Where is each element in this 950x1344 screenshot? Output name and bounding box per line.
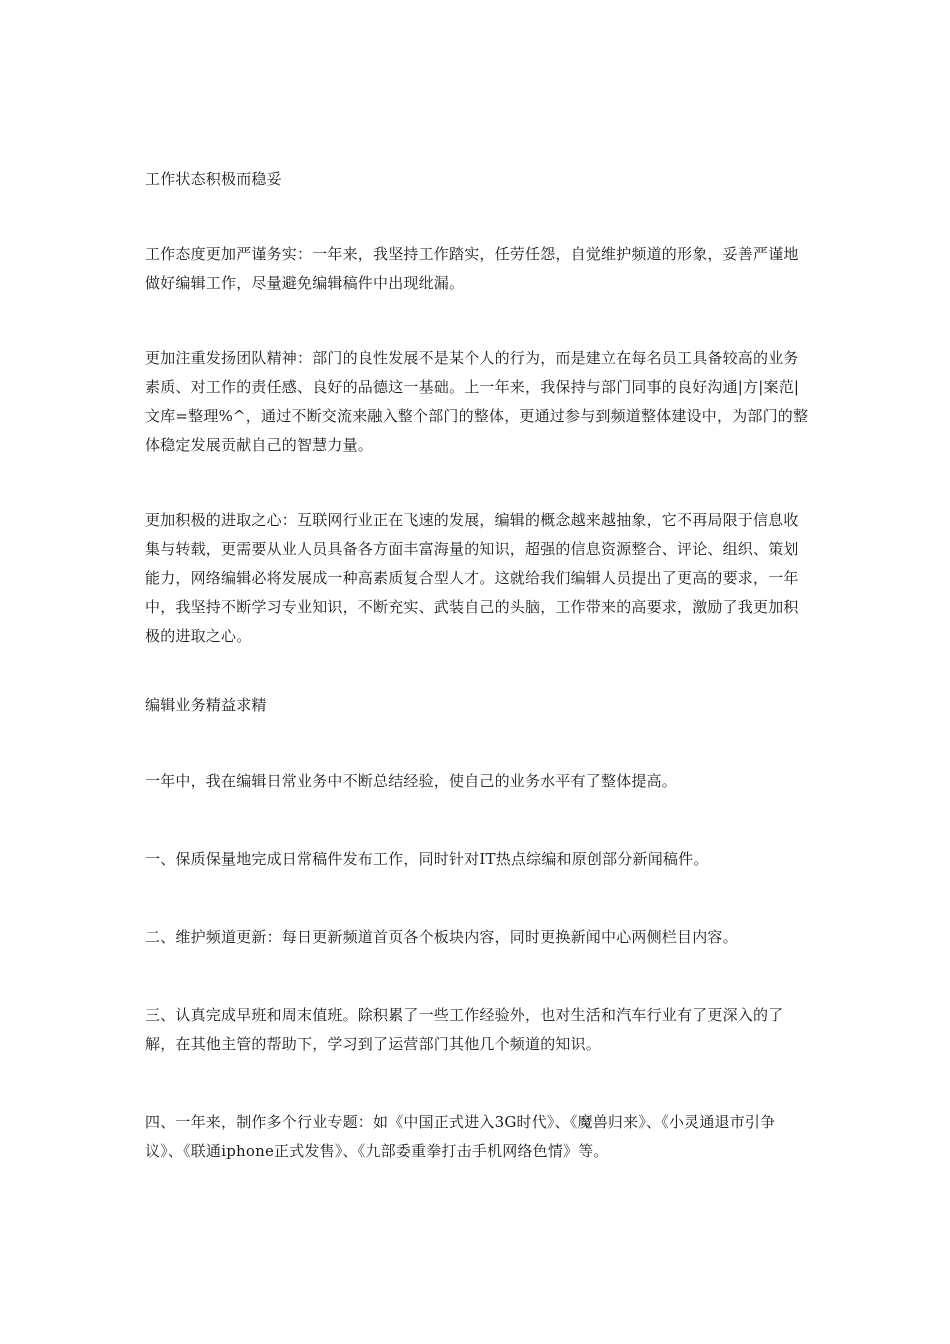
list-item-2: 二、维护频道更新：每日更新频道首页各个板块内容，同时更换新闻中心两侧栏目内容。	[145, 928, 738, 946]
list-item-3: 三、认真完成早班和周末值班。除积累了一些工作经验外，也对生活和汽车行业有了更深入的了解，在其他主管的帮助下，学习到了运营部门其他几个频道的知识。	[145, 1006, 784, 1053]
list-item-4: 四、一年来，制作多个行业专题：如《中国正式进入3G时代》、《魔兽归来》、《小灵通退市引争议》、《联通iphone正式发售》、《九部委重拳打击手机网络色情》等。	[145, 1113, 776, 1160]
paragraph-team-spirit: 更加注重发扬团队精神：部门的良性发展不是某个人的行为，而是建立在每名员工具备较高的业务素质、对工作的责任感、良好的品德这一基础。上一年来，我保持与部门同事的良好沟通|方|案范|文库=整理%^，通过不断交流来融入整个部门的整体，更通过参与到频道整体建设中，为部门的整体稳定发展贡献自己的智慧力量。	[145, 349, 809, 454]
paragraph-summary: 一年中，我在编辑日常业务中不断总结经验，使自己的业务水平有了整体提高。	[145, 772, 678, 790]
paragraph-enterprising-spirit: 更加积极的进取之心：互联网行业正在飞速的发展，编辑的概念越来越抽象，它不再局限于信息收集与转载，更需要从业人员具备各方面丰富海量的知识，超强的信息资源整合、评论、组织、策划能力，网络编辑必将发展成一种高素质复合型人才。这就给我们编辑人员提出了更高的要求，一年中，我坚持不断学习专业知识，不断充实、武装自己的头脑，工作带来的高要求，激励了我更加积极的进取之心。	[145, 511, 799, 645]
section-heading-work-state: 工作状态积极而稳妥	[145, 170, 282, 188]
paragraph-work-attitude: 工作态度更加严谨务实：一年来，我坚持工作踏实，任劳任怨，自觉维护频道的形象，妥善严谨地做好编辑工作，尽量避免编辑稿件中出现纰漏。	[145, 245, 799, 292]
section-heading-editing-business: 编辑业务精益求精	[145, 696, 267, 714]
list-item-1: 一、保质保量地完成日常稿件发布工作，同时针对IT热点综编和原创部分新闻稿件。	[145, 850, 709, 868]
